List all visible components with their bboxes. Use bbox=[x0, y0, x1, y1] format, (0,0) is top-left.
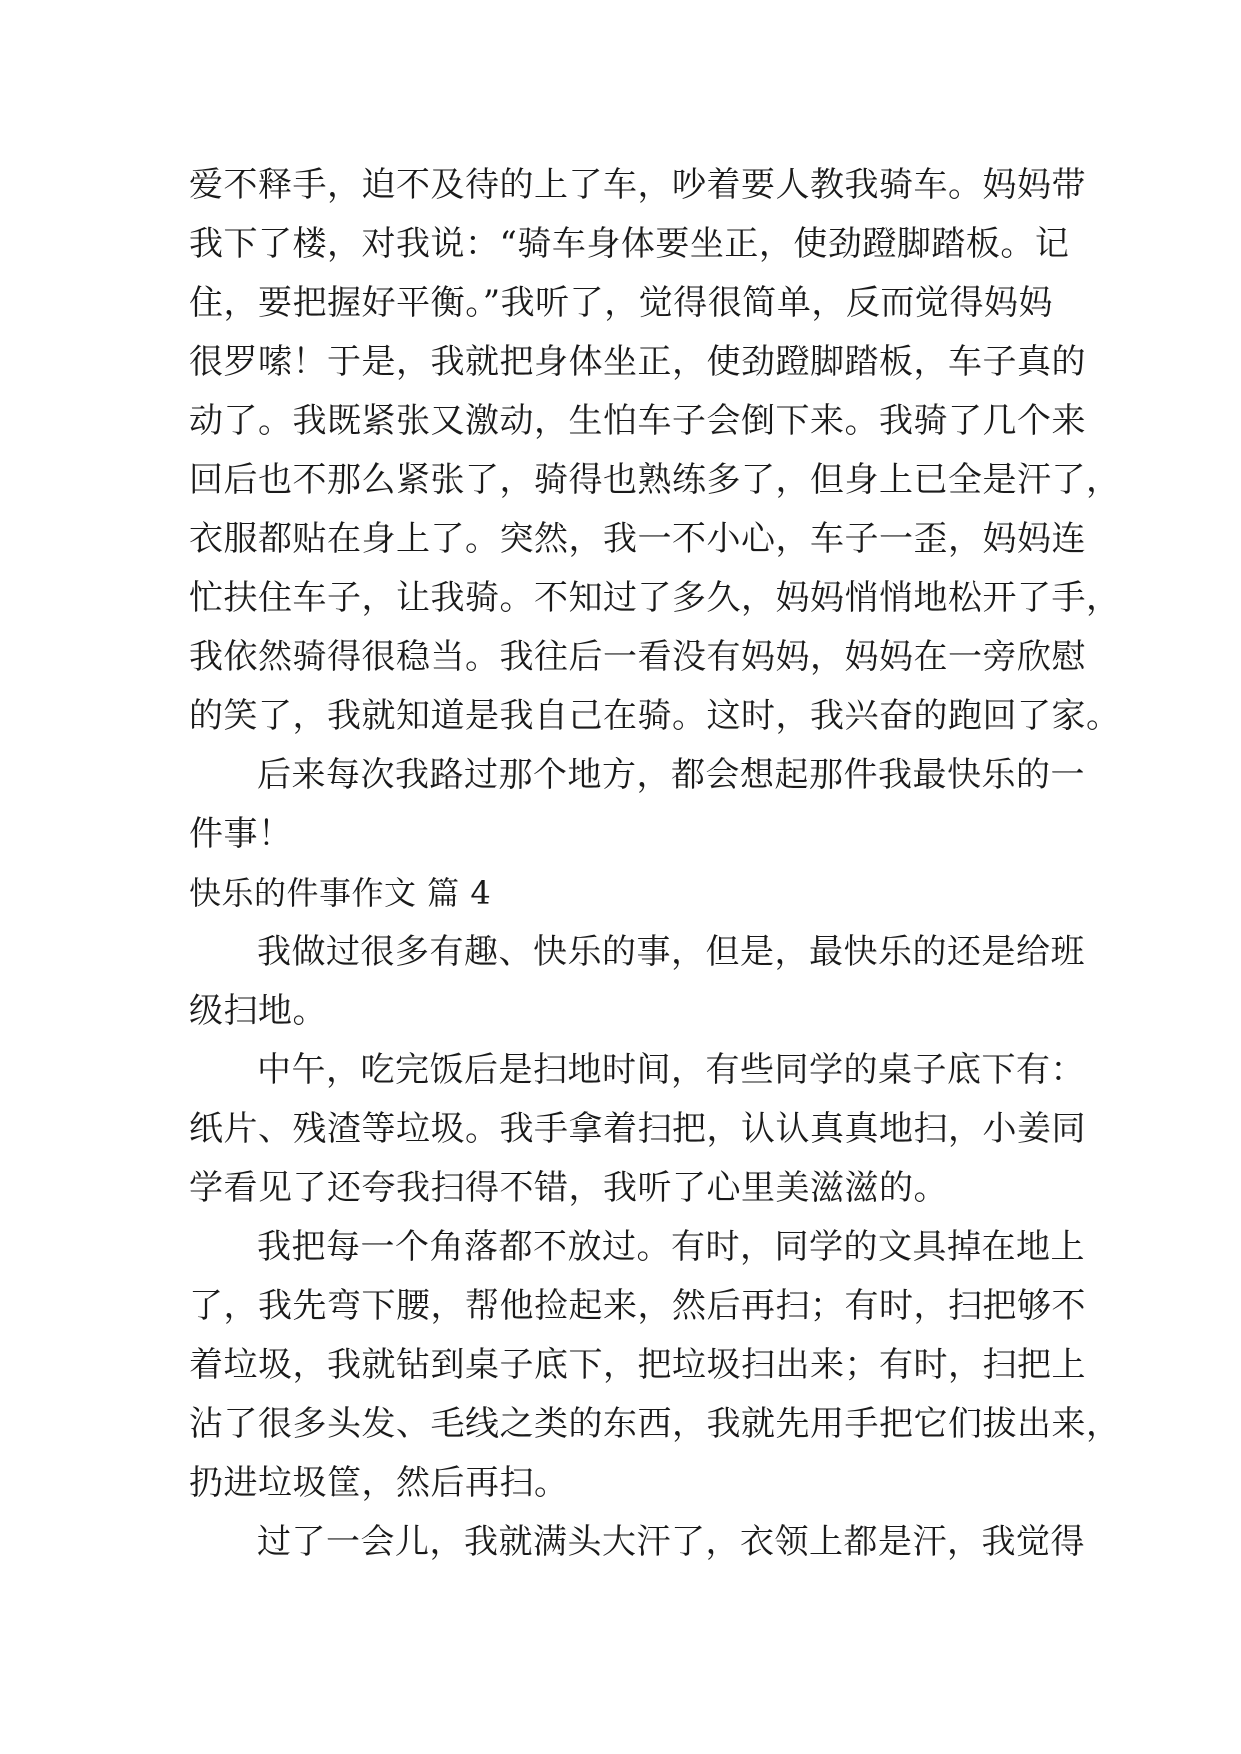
text-line: 忙扶住车子，让我骑。不知过了多久，妈妈悄悄地松开了手， bbox=[189, 578, 1121, 618]
text-line: 爱不释手，迫不及待的上了车，吵着要人教我骑车。妈妈带 bbox=[189, 165, 1086, 205]
text-line: 住，要把握好平衡。”我听了，觉得很简单，反而觉得妈妈 bbox=[189, 283, 1053, 323]
text-line: 我下了楼，对我说：“骑车身体要坐正，使劲蹬脚踏板。记 bbox=[189, 224, 1070, 264]
text-line: 学看见了还夸我扫得不错，我听了心里美滋滋的。 bbox=[189, 1168, 948, 1208]
text-line: 扔进垃圾筐，然后再扫。 bbox=[189, 1463, 569, 1503]
text-line: 沾了很多头发、毛线之类的东西，我就先用手把它们拔出来， bbox=[189, 1404, 1121, 1444]
text-line: 件事！ bbox=[189, 814, 293, 854]
text-line: 中午，吃完饭后是扫地时间，有些同学的桌子底下有： bbox=[257, 1050, 1085, 1090]
text-line: 我做过很多有趣、快乐的事，但是，最快乐的还是给班 bbox=[257, 932, 1085, 972]
text-line: 级扫地。 bbox=[189, 991, 327, 1031]
text-line: 我把每一个角落都不放过。有时，同学的文具掉在地上 bbox=[257, 1227, 1085, 1267]
text-line: 回后也不那么紧张了，骑得也熟练多了，但身上已全是汗了， bbox=[189, 460, 1121, 500]
text-line: 了，我先弯下腰，帮他捡起来，然后再扫；有时，扫把够不 bbox=[189, 1286, 1086, 1326]
text-line: 的笑了，我就知道是我自己在骑。这时，我兴奋的跑回了家。 bbox=[189, 696, 1121, 736]
text-line: 过了一会儿，我就满头大汗了，衣领上都是汗，我觉得 bbox=[257, 1522, 1085, 1562]
text-line: 纸片、残渣等垃圾。我手拿着扫把，认认真真地扫，小姜同 bbox=[189, 1109, 1086, 1149]
text-line: 动了。我既紧张又激动，生怕车子会倒下来。我骑了几个来 bbox=[189, 401, 1086, 441]
text-line: 着垃圾，我就钻到桌子底下，把垃圾扫出来；有时，扫把上 bbox=[189, 1345, 1086, 1385]
text-line: 很罗嗦！于是，我就把身体坐正，使劲蹬脚踏板，车子真的 bbox=[189, 342, 1086, 382]
text-line: 衣服都贴在身上了。突然，我一不小心，车子一歪，妈妈连 bbox=[189, 519, 1086, 559]
document-page bbox=[189, 156, 1121, 1572]
text-line: 后来每次我路过那个地方，都会想起那件我最快乐的一 bbox=[257, 755, 1085, 795]
text-line: 我依然骑得很稳当。我往后一看没有妈妈，妈妈在一旁欣慰 bbox=[189, 637, 1086, 677]
section-heading: 快乐的件事作文 篇 4 bbox=[189, 874, 492, 912]
